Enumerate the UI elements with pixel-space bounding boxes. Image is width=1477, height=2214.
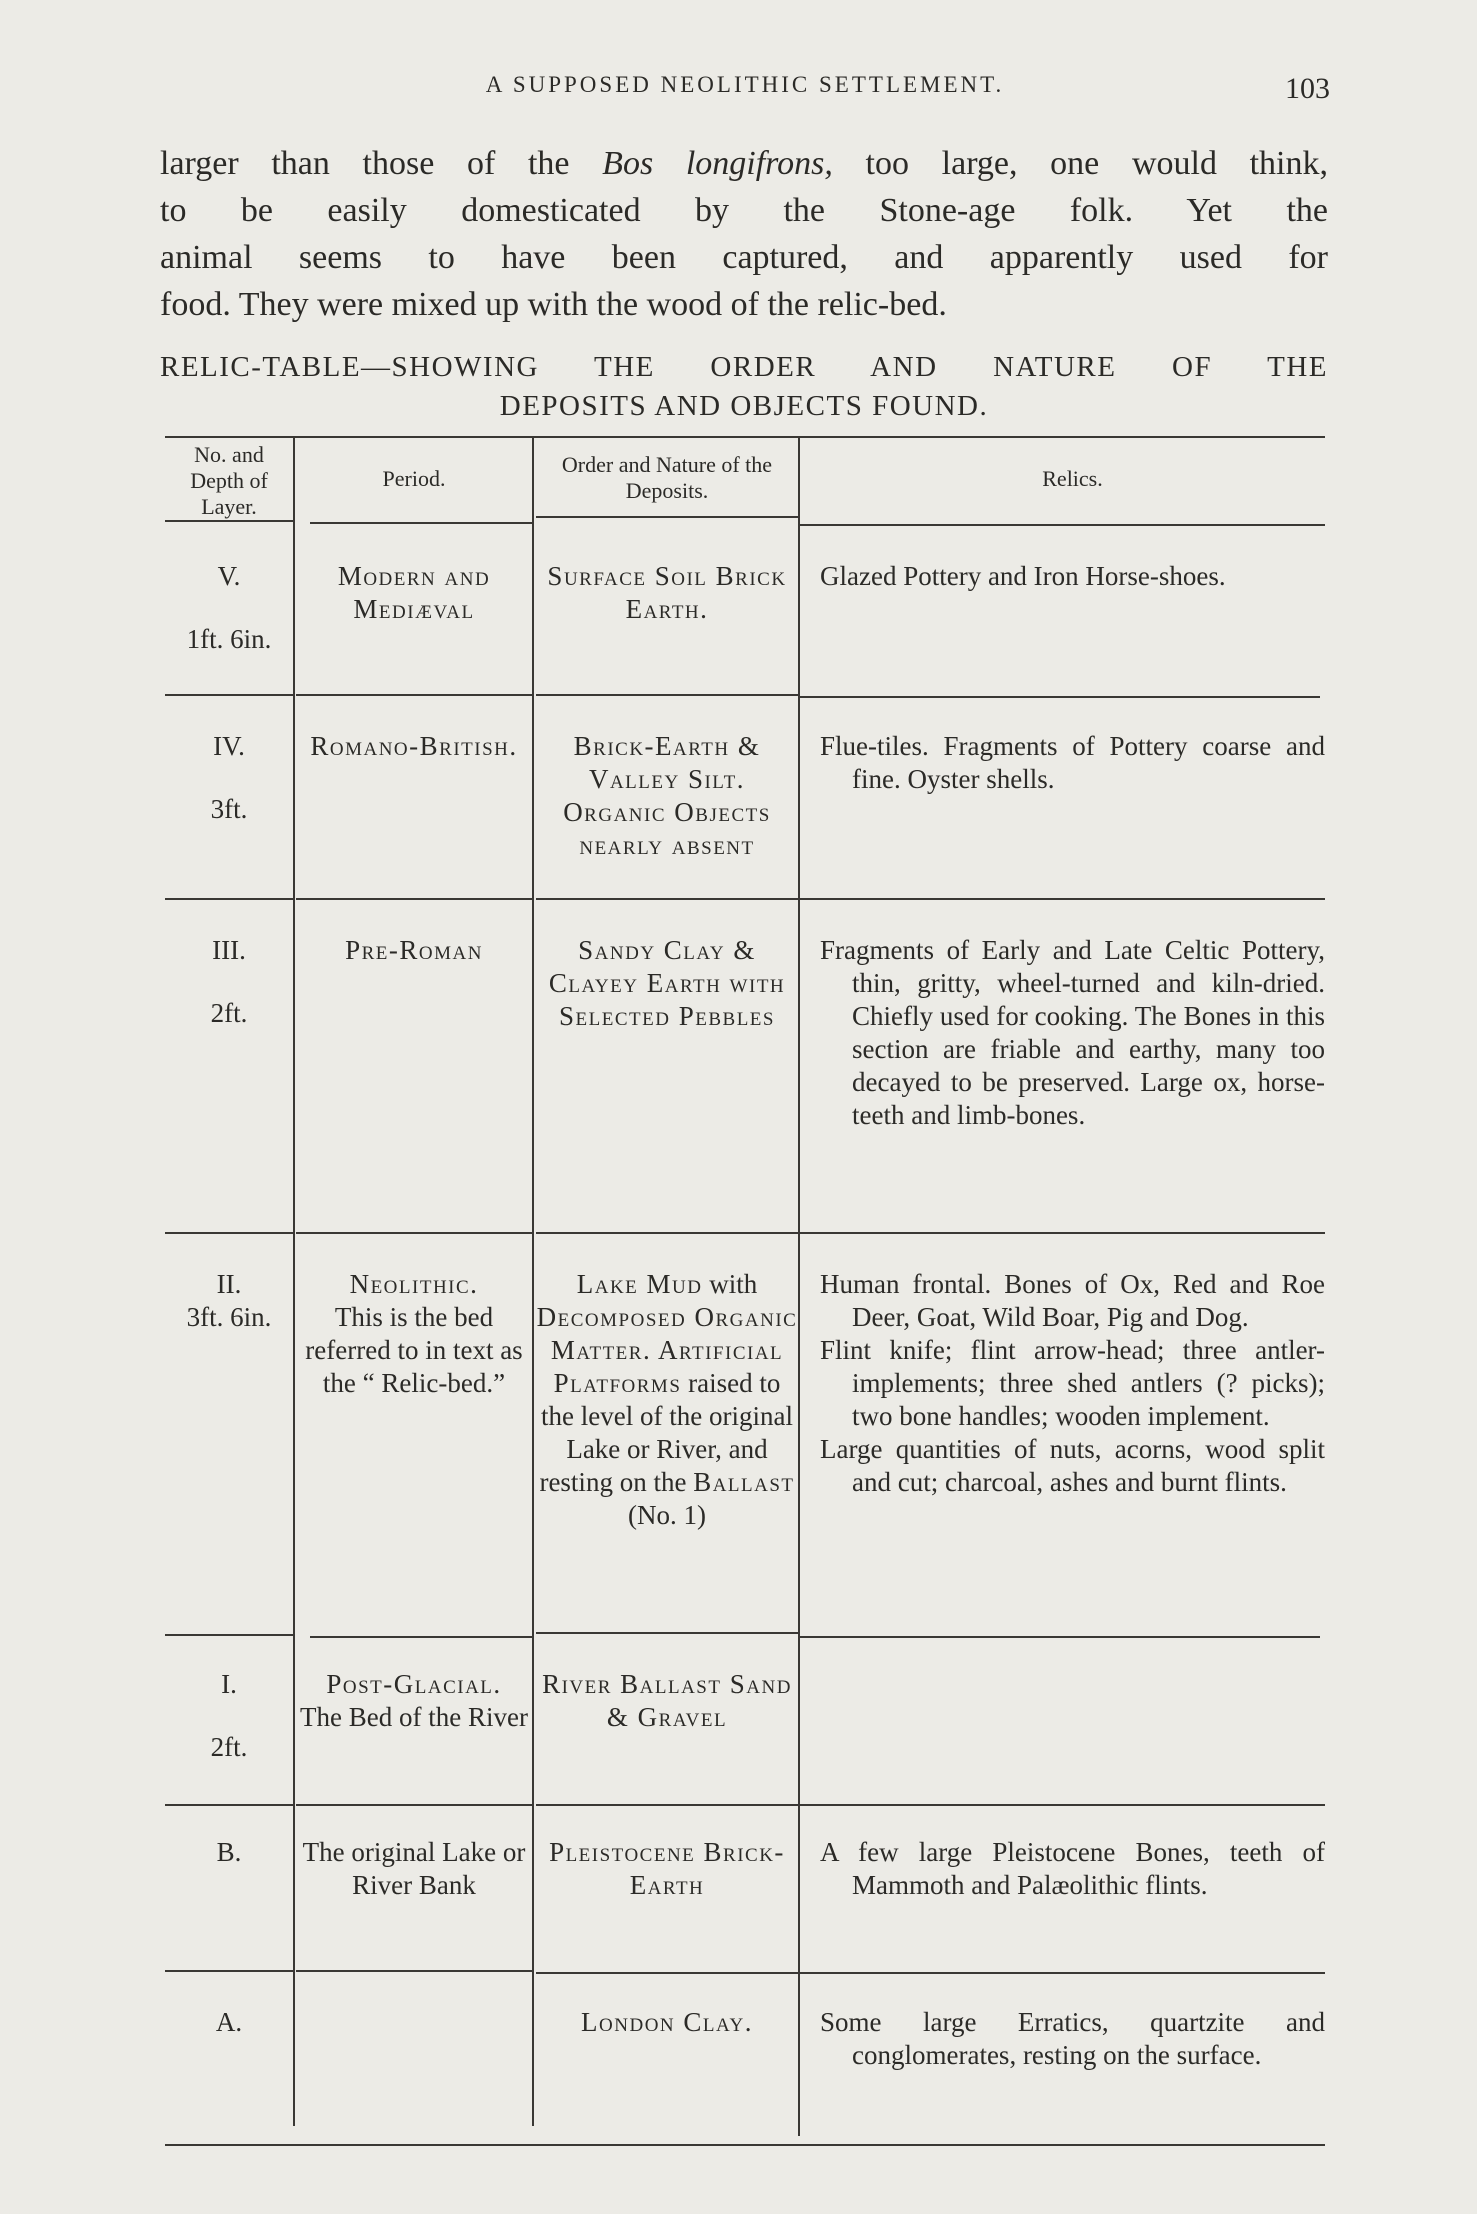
relic-entry: Fragments of Early and Late Celtic Pottery, thin, gritty, wheel-turned and kiln-dried. Chiefly used for cooking. The Bones in this section are friable and earthy, many too decayed to be preserved. Large ox, horse-teeth and limb-bones. bbox=[820, 935, 1325, 1130]
row-rule-6c bbox=[536, 1972, 798, 1974]
row-rule-4d bbox=[800, 1636, 1320, 1638]
layer-cell bbox=[165, 1668, 293, 1764]
body-line-4: food. They were mixed up with the wood of the relic-bed. bbox=[160, 286, 947, 323]
header-deposits: Order and Nature of the Deposits. bbox=[561, 452, 773, 503]
relic-entry: Flint knife; flint arrow-head; three antler-implements; three shed antlers (? picks); two bone handles; wooden implement. bbox=[820, 1335, 1325, 1431]
body-paragraph bbox=[160, 140, 1328, 328]
layer-depth: 3ft. bbox=[210, 794, 248, 824]
row-rule-6a bbox=[165, 1970, 293, 1972]
relic-entry: A few large Pleistocene Bones, teeth of Mammoth and Palæolithic flints. bbox=[820, 1837, 1325, 1900]
deposits-cell: Sandy Clay & Clayey Earth with Selected Pebbles bbox=[548, 935, 786, 1031]
layer-cell bbox=[165, 2006, 293, 2039]
table-title-line-2: DEPOSITS AND OBJECTS FOUND. bbox=[499, 390, 989, 422]
relics-cell bbox=[820, 560, 1325, 593]
layer-number: B. bbox=[216, 1837, 242, 1867]
deposits-cell: Brick-Earth & Valley Silt. Organic Objects nearly absent bbox=[563, 731, 771, 860]
layer-cell bbox=[165, 730, 293, 826]
relics-cell bbox=[820, 1268, 1325, 1499]
relic-entry: Glazed Pottery and Iron Horse-shoes. bbox=[820, 561, 1226, 591]
table-bottom-rule bbox=[165, 2144, 1325, 2146]
layer-cell bbox=[165, 934, 293, 1030]
row-rule-4a bbox=[165, 1634, 293, 1636]
period-cell bbox=[296, 1268, 532, 1400]
period-note: This is the bed referred to in text as the “ Relic-bed.” bbox=[305, 1302, 523, 1398]
layer-depth: 3ft. 6in. bbox=[186, 1302, 272, 1332]
relic-entry: Human frontal. Bones of Ox, Red and Roe Deer, Goat, Wild Boar, Pig and Dog. bbox=[820, 1269, 1325, 1332]
row-rule-1c bbox=[536, 694, 798, 696]
header-rule-4 bbox=[800, 524, 1325, 526]
header-rule-3 bbox=[536, 516, 798, 518]
running-head bbox=[160, 72, 1330, 112]
running-title: A SUPPOSED NEOLITHIC SETTLEMENT. bbox=[485, 72, 1005, 97]
row-rule-1b bbox=[296, 694, 532, 696]
row-rule-5a bbox=[165, 1804, 293, 1806]
header-relics: Relics. bbox=[1042, 466, 1103, 491]
row-rule-5b bbox=[296, 1804, 532, 1806]
body-line-1: larger than those of the Bos longifrons, too large, one would think, bbox=[160, 145, 1329, 182]
row-rule-1d bbox=[800, 696, 1320, 698]
period-cell: Romano-British. bbox=[310, 731, 518, 761]
layer-number: A. bbox=[215, 2007, 243, 2037]
row-rule-2d bbox=[800, 898, 1325, 900]
relics-cell bbox=[820, 2006, 1325, 2072]
header-rule-1 bbox=[165, 520, 293, 522]
row-rule-3d bbox=[800, 1232, 1325, 1234]
period-note: The Bed of the River bbox=[300, 1702, 528, 1732]
relics-cell bbox=[820, 1836, 1325, 1902]
row-rule-1a bbox=[165, 694, 293, 696]
layer-number: III. bbox=[212, 935, 246, 965]
deposits-cell: Surface Soil Brick Earth. bbox=[547, 561, 787, 624]
deposits-cell: London Clay. bbox=[581, 2007, 753, 2037]
layer-depth: 2ft. bbox=[210, 1732, 248, 1762]
layer-cell bbox=[165, 1268, 293, 1334]
row-rule-4c bbox=[536, 1632, 798, 1634]
row-rule-2c bbox=[536, 898, 798, 900]
period-cell: The original Lake or River Bank bbox=[302, 1837, 526, 1900]
row-rule-3b bbox=[296, 1232, 532, 1234]
row-rule-2a bbox=[165, 898, 293, 900]
row-rule-3c bbox=[536, 1232, 798, 1234]
layer-number: I. bbox=[221, 1669, 237, 1699]
layer-number: IV. bbox=[213, 731, 245, 761]
layer-cell bbox=[165, 1836, 293, 1869]
col-divider-1 bbox=[293, 436, 295, 2126]
species-name: Bos longifrons, bbox=[602, 145, 833, 182]
body-line-2: to be easily domesticated by the Stone-age folk. Yet the bbox=[160, 192, 1328, 229]
table-title-line-1: RELIC-TABLE—SHOWING THE ORDER AND NATURE OF THE bbox=[160, 351, 1328, 383]
row-rule-6d bbox=[800, 1972, 1325, 1974]
table-title bbox=[160, 348, 1328, 426]
page-number: 103 bbox=[1285, 72, 1330, 105]
row-rule-3a bbox=[165, 1232, 293, 1234]
period-cell: Modern and Mediæval bbox=[337, 561, 491, 624]
layer-number: V. bbox=[217, 561, 241, 591]
col-divider-2 bbox=[532, 436, 534, 2126]
layer-number: II. bbox=[216, 1269, 242, 1299]
relic-entry: Some large Erratics, quartzite and conglomerates, resting on the surface. bbox=[820, 2007, 1325, 2070]
row-rule-4b bbox=[310, 1636, 532, 1638]
row-rule-5d bbox=[800, 1804, 1325, 1806]
header-period: Period. bbox=[382, 466, 446, 491]
layer-cell bbox=[165, 560, 293, 656]
table-top-rule bbox=[165, 436, 1325, 438]
layer-depth: 2ft. bbox=[210, 998, 248, 1028]
period-name: Neolithic. bbox=[349, 1269, 479, 1299]
deposits-cell: River Ballast Sand & Gravel bbox=[542, 1669, 792, 1732]
period-cell: Pre-Roman bbox=[345, 935, 483, 965]
relics-cell bbox=[820, 730, 1325, 796]
body-line-3: animal seems to have been captured, and apparently used for bbox=[160, 239, 1328, 276]
relic-entry: Flue-tiles. Fragments of Pottery coarse and fine. Oyster shells. bbox=[820, 731, 1325, 794]
header-rule-2 bbox=[310, 522, 532, 524]
period-cell bbox=[296, 1668, 532, 1734]
col-divider-3 bbox=[798, 436, 800, 2136]
row-rule-2b bbox=[296, 898, 532, 900]
deposits-cell: Pleistocene Brick-Earth bbox=[549, 1837, 785, 1900]
row-rule-6b bbox=[296, 1970, 532, 1972]
header-layer: No. and Depth of Layer. bbox=[190, 442, 268, 519]
deposits-cell: Lake Mud with Decomposed Organic Matter. Artificial Platforms raised to the level of the original Lake or River, and resting on the Ballast (No. 1) bbox=[536, 1269, 798, 1530]
row-rule-5c bbox=[536, 1804, 798, 1806]
relics-cell bbox=[820, 934, 1325, 1132]
layer-depth: 1ft. 6in. bbox=[186, 624, 272, 654]
relic-entry: Large quantities of nuts, acorns, wood split and cut; charcoal, ashes and burnt flints. bbox=[820, 1434, 1325, 1497]
period-name: Post-Glacial. bbox=[326, 1669, 502, 1699]
